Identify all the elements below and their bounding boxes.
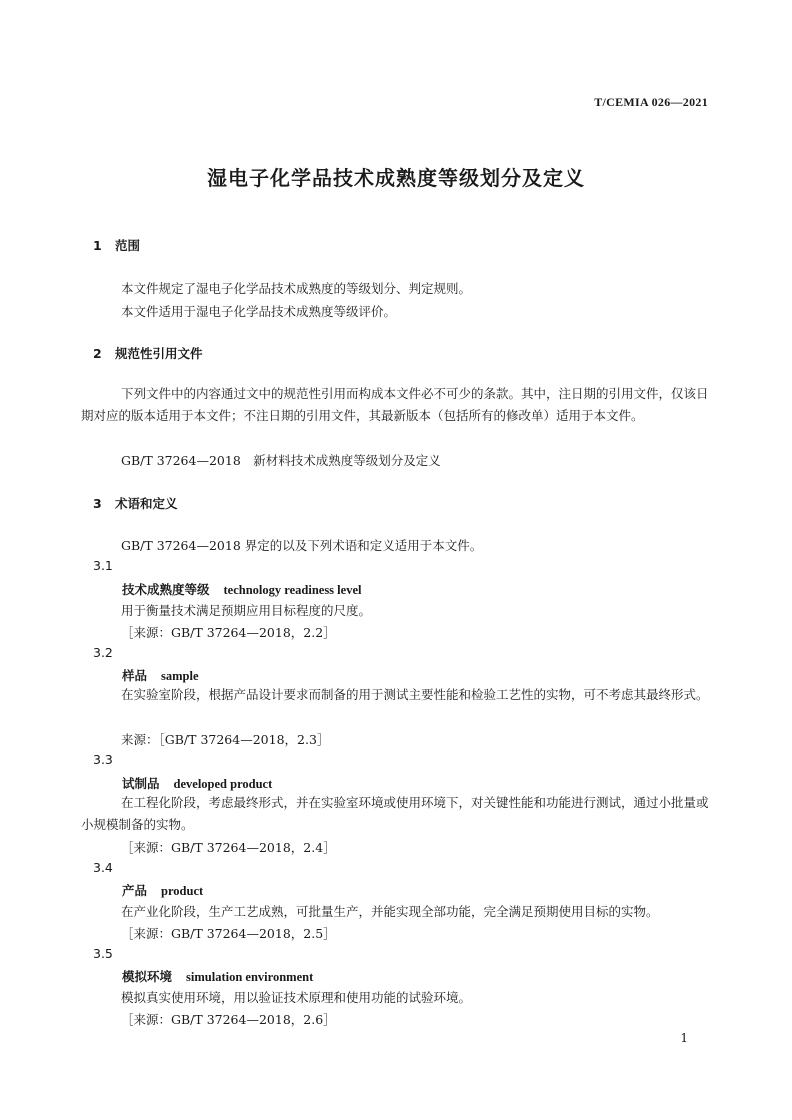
- term-title: [122, 666, 199, 684]
- scope-line-2: 本文件适用于湿电子化学品技术成熟度等级评价。: [121, 304, 397, 319]
- term-number: 3.5: [93, 946, 113, 961]
- terms-intro: GB/T 37264—2018 界定的以及下列术语和定义适用于本文件。: [121, 538, 483, 553]
- reference-item: GB/T 37264—2018 新材料技术成熟度等级划分及定义: [121, 453, 441, 468]
- normative-references-paragraph: [81, 383, 713, 427]
- term-cn: 技术成熟度等级: [122, 582, 210, 597]
- section-2-heading: [93, 344, 203, 362]
- paragraph-text: 下列文件中的内容通过文中的规范性引用而构成本文件必不可少的条款。其中，注日期的引用文件，仅该日期对应的版本适用于本文件；不注日期的引用文件，其最新版本（包括所有的修改单）适用于本文件。: [81, 386, 709, 423]
- page-number: 1: [680, 1031, 688, 1045]
- term-cn: 样品: [122, 668, 148, 683]
- term-number: 3.2: [93, 645, 113, 660]
- term-number: 3.1: [93, 558, 113, 573]
- term-title: [122, 881, 203, 899]
- section-title: 范围: [115, 238, 141, 253]
- scope-line-1: 本文件规定了湿电子化学品技术成熟度的等级划分、判定规则。: [121, 281, 472, 296]
- section-number: 3: [93, 496, 102, 511]
- term-title: [122, 967, 313, 985]
- section-3-heading: [93, 494, 178, 512]
- term-en: sample: [161, 669, 199, 683]
- term-en: simulation environment: [186, 970, 314, 984]
- term-title: [122, 774, 272, 792]
- term-source: 来源：［GB/T 37264—2018，2.3］: [121, 732, 330, 747]
- term-definition: 模拟真实使用环境，用以验证技术原理和使用功能的试验环境。: [121, 990, 472, 1005]
- section-1-heading: [93, 236, 140, 254]
- section-title: 术语和定义: [115, 496, 178, 511]
- term-definition: 用于衡量技术满足预期应用目标程度的尺度。: [121, 603, 372, 618]
- term-en: technology readiness level: [223, 583, 362, 597]
- definition-text: 在工程化阶段，考虑最终形式，并在实验室环境或使用环境下，对关键性能和功能进行测试，通过小批量或小规模制备的实物。: [81, 795, 709, 832]
- term-cn: 试制品: [122, 776, 160, 791]
- term-title: [122, 580, 361, 598]
- term-definition: [81, 792, 713, 836]
- standard-code: T/CEMIA 026—2021: [594, 95, 708, 109]
- document-title: 湿电子化学品技术成熟度等级划分及定义: [207, 166, 585, 190]
- section-number: 2: [93, 346, 102, 361]
- term-cn: 模拟环境: [122, 969, 173, 984]
- term-number: 3.4: [93, 860, 113, 875]
- term-en: product: [161, 884, 204, 898]
- term-definition: 在产业化阶段，生产工艺成熟，可批量生产，并能实现全部功能，完全满足预期使用目标的实物。: [121, 904, 659, 919]
- term-source: ［来源：GB/T 37264—2018，2.2］: [121, 625, 336, 640]
- term-cn: 产品: [122, 883, 148, 898]
- term-source: ［来源：GB/T 37264—2018，2.6］: [121, 1012, 336, 1027]
- section-number: 1: [93, 238, 102, 253]
- section-title: 规范性引用文件: [115, 346, 203, 361]
- term-source: ［来源：GB/T 37264—2018，2.4］: [121, 840, 336, 855]
- term-definition: [81, 684, 713, 706]
- term-en: developed product: [173, 777, 273, 791]
- term-source: ［来源：GB/T 37264—2018，2.5］: [121, 926, 336, 941]
- term-number: 3.3: [93, 752, 113, 767]
- definition-text: 在实验室阶段，根据产品设计要求而制备的用于测试主要性能和检验工艺性的实物，可不考虑其最终形式。: [121, 687, 709, 702]
